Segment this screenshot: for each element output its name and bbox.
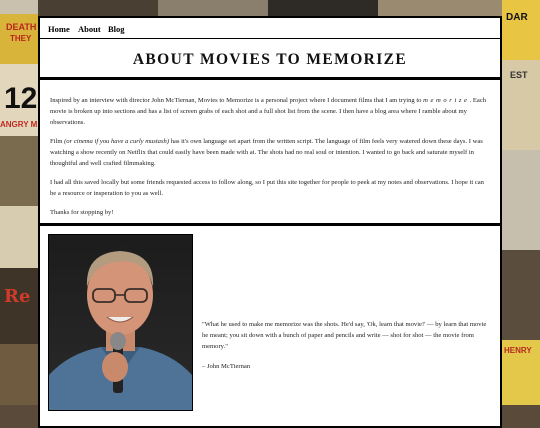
poster <box>0 136 38 206</box>
about-italic-aside: (or cinema if you have a curly mustash) <box>64 138 170 145</box>
quote-section <box>38 224 502 428</box>
portrait-illustration <box>49 235 192 410</box>
about-paragraph-3: I had all this saved locally but some friends requested access to follow along, so I put this site together for people to peek at my notes and observations. I hope it can be a resource or insperation to you as well. <box>50 179 484 197</box>
poster <box>0 344 38 405</box>
poster <box>0 14 38 64</box>
poster-text: EST <box>510 70 528 80</box>
quote-attribution: – John McTiernan <box>202 363 251 370</box>
about-paragraph-4: Thanks for stopping by! <box>50 209 114 216</box>
nav-about-link[interactable]: About <box>78 24 101 34</box>
poster <box>38 0 158 16</box>
about-text: has it's own language set apart from the written script. The language of film feels very watered down these days. I was watching a show recently on Netflix that could easily have been made with ai. The shots had no real soul or intention. I wanted to go back and saturate myself in thoughtful and well crafted filmmaking. <box>50 138 483 167</box>
nav-blog-link[interactable]: Blog <box>108 24 125 34</box>
title-section <box>38 38 502 79</box>
poster <box>158 0 268 16</box>
about-text: Film <box>50 138 65 145</box>
poster <box>0 64 38 136</box>
poster-text: THEY <box>10 34 32 43</box>
page-title: ABOUT MOVIES TO MEMORIZE <box>132 51 408 68</box>
poster <box>0 268 38 344</box>
poster-text: DEATH <box>6 22 37 32</box>
page-content <box>38 16 502 416</box>
poster-text: Re <box>4 286 31 307</box>
about-paragraph-1 <box>50 95 490 128</box>
poster <box>502 340 540 405</box>
quote-block <box>202 319 492 372</box>
poster <box>378 0 502 16</box>
poster <box>0 206 38 268</box>
poster-text: HENRY <box>504 346 532 355</box>
nav-home-link[interactable]: Home <box>48 24 70 34</box>
about-text: Inspired by an interview with director John McTiernan, Movies to Memorize is a personal project where I document films that I am trying to <box>50 97 424 104</box>
about-section <box>38 78 502 225</box>
about-text: . Each movie is broken up into sections and has a list of screen grabs of each shot and a full shot list from the scene. I then have a blog area where I ramble about my observations. <box>50 97 487 126</box>
poster <box>502 250 540 340</box>
about-paragraph-2 <box>50 136 490 169</box>
poster-text: ANGRY M <box>0 120 38 129</box>
poster <box>502 60 540 150</box>
poster-text: DAR <box>506 12 528 23</box>
quote-text: "What he used to make me memorize was the shots. He'd say, 'Ok, learn that movie!' — by learn that movie he meant; you sit down with a bunch of paper and pencils and write — shot for shot — the movie from memory." <box>202 321 487 350</box>
memorize-emphasis: memorize <box>423 97 470 104</box>
poster <box>502 0 540 60</box>
poster <box>268 0 378 16</box>
john-mctiernan-photo <box>48 234 193 411</box>
poster <box>502 150 540 250</box>
poster-text: 12 <box>4 82 38 115</box>
